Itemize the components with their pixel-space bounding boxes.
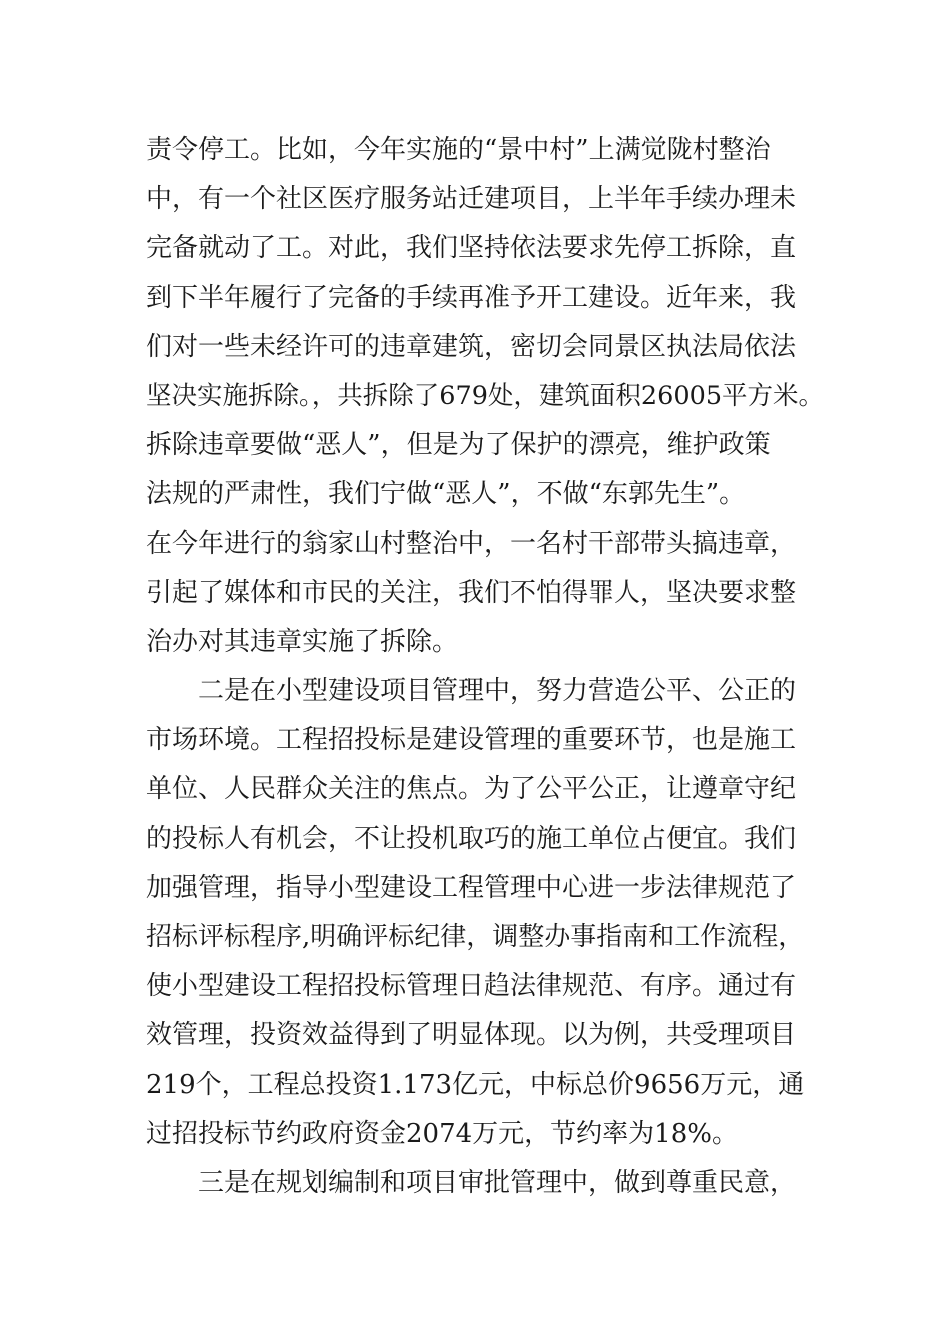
text-line: 责令停工。比如，今年实施的“景中村”上满觉陇村整治 bbox=[146, 135, 771, 165]
text-line: 使小型建设工程招投标管理日趋法律规范、有序。通过有 bbox=[146, 971, 797, 1002]
text-line: 效管理，投资效益得到了明显体现。以为例，共受理项目 bbox=[146, 1020, 797, 1051]
text-line: 引起了媒体和市民的关注，我们不怕得罪人，坚决要求整 bbox=[146, 577, 797, 608]
text-line: 完备就动了工。对此，我们坚持依法要求先停工拆除，直 bbox=[146, 233, 797, 264]
text-line: 治办对其违章实施了拆除。 bbox=[146, 626, 459, 657]
text-line: 的投标人有机会，不让投机取巧的施工单位占便宜。我们 bbox=[146, 823, 797, 854]
body-text bbox=[146, 126, 826, 1208]
text-line: 中，有一个社区医疗服务站迁建项目，上半年手续办理未 bbox=[146, 184, 797, 215]
text-line: 法规的严肃性，我们宁做“恶人”，不做“东郭先生”。 bbox=[146, 479, 746, 510]
text-line: 市场环境。工程招投标是建设管理的重要环节，也是施工 bbox=[146, 725, 797, 756]
text-line: 单位、人民群众关注的焦点。为了公平公正，让遵章守纪 bbox=[146, 774, 797, 805]
text-line: 到下半年履行了完备的手续再准予开工建设。近年来，我 bbox=[146, 282, 797, 313]
text-line: 坚决实施拆除。，共拆除了679处，建筑面积26005平方米。 bbox=[146, 380, 825, 411]
paragraph-start-line: 二是在小型建设项目管理中，努力营造公平、公正的 bbox=[198, 676, 797, 707]
text-line: 招标评标程序,明确评标纪律，调整办事指南和工作流程， bbox=[146, 922, 805, 952]
text-line: 在今年进行的翁家山村整治中，一名村干部带头搞违章， bbox=[146, 528, 797, 559]
text-line: 过招投标节约政府资金2074万元，节约率为18%。 bbox=[146, 1118, 738, 1149]
text-line: 219个，工程总投资1.173亿元，中标总价9656万元，通 bbox=[146, 1069, 805, 1100]
text-line: 加强管理，指导小型建设工程管理中心进一步法律规范了 bbox=[146, 872, 797, 903]
paragraph-start-line: 三是在规划编制和项目审批管理中，做到尊重民意， bbox=[198, 1167, 797, 1198]
text-line: 们对一些未经许可的违章建筑，密切会同景区执法局依法 bbox=[146, 331, 797, 362]
text-line: 拆除违章要做“恶人”，但是为了保护的漂亮，维护政策 bbox=[146, 430, 771, 461]
